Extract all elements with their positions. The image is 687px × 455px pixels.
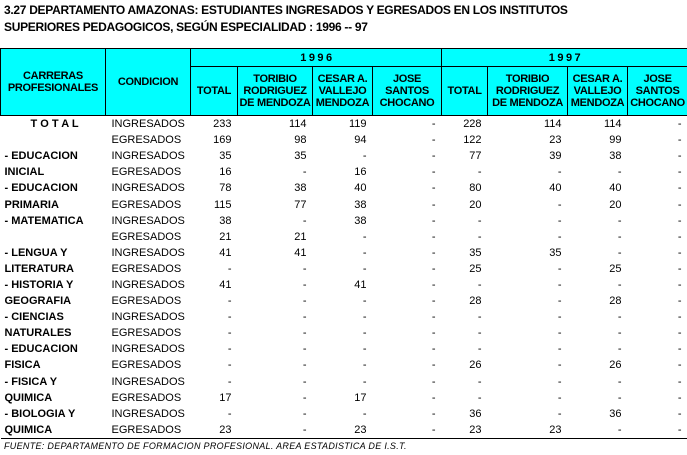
value-cell: 17 xyxy=(219,391,232,404)
header-cesar: CESAR A. VALLEJO MENDOZA xyxy=(313,67,373,116)
value-cell: - xyxy=(431,118,436,131)
table-row xyxy=(1,357,687,373)
value-cell: 94 xyxy=(354,134,367,147)
value-cell: - xyxy=(477,311,482,324)
value-cell: 40 xyxy=(609,182,622,195)
header-jose: JOSE SANTOS CHOCANO xyxy=(628,67,687,116)
value-cell: - xyxy=(477,391,482,404)
condicion-cell: INGRESADOS xyxy=(111,214,185,227)
value-cell: 21 xyxy=(219,230,232,243)
table-row xyxy=(1,180,687,196)
value-cell: - xyxy=(557,311,562,324)
table-row xyxy=(1,261,687,277)
value-cell: - xyxy=(677,278,682,291)
table-row xyxy=(1,390,687,406)
value-cell: 80 xyxy=(469,182,482,195)
value-cell: - xyxy=(431,230,436,243)
header-toribio: TORIBIO RODRIGUEZ DE MENDOZA xyxy=(488,67,568,116)
value-cell: - xyxy=(431,262,436,275)
title-line-2: SUPERIORES PEDAGOGICOS, SEGÚN ESPECIALIDAD : 1996 -- 97 xyxy=(4,20,368,34)
header-carreras: CARRERAS PROFESIONALES xyxy=(1,49,106,116)
value-cell: - xyxy=(557,375,562,388)
table-row xyxy=(1,229,687,245)
value-cell: 35 xyxy=(219,150,232,163)
value-cell: - xyxy=(557,198,562,211)
data-table xyxy=(0,48,687,439)
value-cell: - xyxy=(302,359,307,372)
carrera-cell xyxy=(1,132,106,148)
value-cell: - xyxy=(677,134,682,147)
value-cell: - xyxy=(302,343,307,356)
value-cell: - xyxy=(557,391,562,404)
table-row xyxy=(1,245,687,261)
value-cell: - xyxy=(362,343,367,356)
table-row xyxy=(1,148,687,164)
value-cell: - xyxy=(617,375,622,388)
table-row xyxy=(1,406,687,422)
value-cell: - xyxy=(477,214,482,227)
carrera-cell: - EDUCACION xyxy=(4,343,78,356)
carrera-cell: LITERATURA xyxy=(4,262,74,275)
carrera-cell: - HISTORIA Y xyxy=(4,278,74,291)
value-cell: 36 xyxy=(469,407,482,420)
value-cell: - xyxy=(617,327,622,340)
value-cell: 99 xyxy=(609,134,622,147)
value-cell: 21 xyxy=(294,230,307,243)
value-cell: - xyxy=(557,407,562,420)
value-cell: - xyxy=(477,343,482,356)
value-cell: - xyxy=(677,375,682,388)
value-cell: 114 xyxy=(544,118,562,131)
value-cell: - xyxy=(431,327,436,340)
value-cell: - xyxy=(677,262,682,275)
value-cell: - xyxy=(362,246,367,259)
value-cell: - xyxy=(362,327,367,340)
value-cell: - xyxy=(302,311,307,324)
table-row xyxy=(1,132,687,148)
value-cell: - xyxy=(557,262,562,275)
source-note: FUENTE: DEPARTAMENTO DE FORMACION PROFESIONAL. AREA ESTADISTICA DE I.S.T. xyxy=(4,441,407,451)
carrera-cell: PRIMARIA xyxy=(4,198,59,211)
condicion-cell: EGRESADOS xyxy=(111,391,182,404)
condicion-cell: EGRESADOS xyxy=(111,166,182,179)
condicion-cell: EGRESADOS xyxy=(111,134,182,147)
value-cell: 38 xyxy=(354,198,367,211)
value-cell: 98 xyxy=(294,134,307,147)
value-cell: 23 xyxy=(313,422,373,439)
value-cell: - xyxy=(431,391,436,404)
value-cell: - xyxy=(617,166,622,179)
value-cell: 35 xyxy=(549,246,562,259)
value-cell: - xyxy=(362,359,367,372)
carrera-cell: - LENGUA Y xyxy=(4,246,68,259)
value-cell: - xyxy=(677,166,682,179)
value-cell: - xyxy=(227,375,232,388)
carrera-cell: - EDUCACION xyxy=(4,150,78,163)
value-cell: - xyxy=(302,278,307,291)
value-cell: - xyxy=(677,343,682,356)
table-row xyxy=(1,213,687,229)
condicion-cell: INGRESADOS xyxy=(111,246,185,259)
value-cell: - xyxy=(477,375,482,388)
value-cell: - xyxy=(677,295,682,308)
value-cell: - xyxy=(557,327,562,340)
value-cell: - xyxy=(557,278,562,291)
value-cell: - xyxy=(362,295,367,308)
value-cell: - xyxy=(362,262,367,275)
value-cell: - xyxy=(477,278,482,291)
carrera-cell: NATURALES xyxy=(4,327,72,340)
value-cell: - xyxy=(362,150,367,163)
value-cell: 41 xyxy=(294,246,307,259)
carrera-cell: - BIOLOGIA Y xyxy=(4,407,76,420)
value-cell: - xyxy=(431,278,436,291)
value-cell: 23 xyxy=(549,134,562,147)
value-cell: - xyxy=(677,182,682,195)
condicion-cell: INGRESADOS xyxy=(111,118,185,131)
table-row xyxy=(1,422,687,439)
value-cell: - xyxy=(373,422,442,439)
value-cell: 28 xyxy=(609,295,622,308)
header-year-1996: 1 9 9 6 xyxy=(191,49,442,67)
condicion-cell: EGRESADOS xyxy=(111,327,182,340)
value-cell: - xyxy=(302,262,307,275)
value-cell: - xyxy=(677,311,682,324)
value-cell: - xyxy=(362,311,367,324)
value-cell: - xyxy=(617,391,622,404)
title-line-1: 3.27 DEPARTAMENTO AMAZONAS: ESTUDIANTES INGRESADOS Y EGRESADOS EN LOS INSTITUTOS xyxy=(4,3,568,17)
value-cell: 233 xyxy=(213,118,232,131)
condicion-cell: INGRESADOS xyxy=(111,407,185,420)
value-cell: 25 xyxy=(469,262,482,275)
value-cell: - xyxy=(302,375,307,388)
value-cell: - xyxy=(617,246,622,259)
value-cell: - xyxy=(477,230,482,243)
value-cell: - xyxy=(677,118,682,131)
value-cell: - xyxy=(677,230,682,243)
value-cell: 41 xyxy=(219,278,232,291)
value-cell: - xyxy=(431,343,436,356)
table-row xyxy=(1,341,687,357)
condicion-cell: EGRESADOS xyxy=(111,198,182,211)
value-cell: 38 xyxy=(354,214,367,227)
carrera-cell: FISICA xyxy=(4,359,41,372)
value-cell: - xyxy=(677,150,682,163)
table-row xyxy=(1,293,687,309)
value-cell: - xyxy=(568,422,628,439)
value-cell: - xyxy=(362,230,367,243)
value-cell: 115 xyxy=(213,198,232,211)
condicion-cell: INGRESADOS xyxy=(111,343,185,356)
value-cell: 40 xyxy=(549,182,562,195)
condicion-cell: INGRESADOS xyxy=(111,311,185,324)
value-cell: 20 xyxy=(609,198,622,211)
value-cell: - xyxy=(617,230,622,243)
value-cell: - xyxy=(227,311,232,324)
header-cesar: CESAR A. VALLEJO MENDOZA xyxy=(568,67,628,116)
value-cell: 78 xyxy=(219,182,232,195)
value-cell: - xyxy=(677,214,682,227)
value-cell: - xyxy=(362,407,367,420)
value-cell: - xyxy=(557,230,562,243)
value-cell: - xyxy=(617,278,622,291)
value-cell: - xyxy=(227,327,232,340)
condicion-cell: EGRESADOS xyxy=(111,230,182,243)
value-cell: - xyxy=(677,359,682,372)
value-cell: - xyxy=(677,246,682,259)
value-cell: 41 xyxy=(354,278,367,291)
value-cell: - xyxy=(302,391,307,404)
value-cell: - xyxy=(617,343,622,356)
value-cell: 119 xyxy=(348,118,367,131)
table-row xyxy=(1,277,687,293)
value-cell: 39 xyxy=(549,150,562,163)
value-cell: 77 xyxy=(469,150,482,163)
value-cell: - xyxy=(431,214,436,227)
value-cell: - xyxy=(431,134,436,147)
value-cell: 41 xyxy=(219,246,232,259)
value-cell: - xyxy=(227,359,232,372)
value-cell: 35 xyxy=(294,150,307,163)
value-cell: 23 xyxy=(442,422,488,439)
value-cell: - xyxy=(431,295,436,308)
value-cell: - xyxy=(227,262,232,275)
value-cell: - xyxy=(302,166,307,179)
carrera-cell: - EDUCACION xyxy=(4,182,78,195)
value-cell: - xyxy=(557,343,562,356)
value-cell: 26 xyxy=(609,359,622,372)
value-cell: - xyxy=(677,327,682,340)
condicion-cell: INGRESADOS xyxy=(111,278,185,291)
value-cell: 228 xyxy=(463,118,482,131)
condicion-cell: EGRESADOS xyxy=(111,295,182,308)
value-cell: 114 xyxy=(288,118,307,131)
carrera-cell: - FISICA Y xyxy=(4,375,58,388)
value-cell: - xyxy=(302,295,307,308)
carrera-cell: QUIMICA xyxy=(4,391,53,404)
value-cell: - xyxy=(557,166,562,179)
value-cell: - xyxy=(227,343,232,356)
value-cell: - xyxy=(628,422,687,439)
header-jose: JOSE SANTOS CHOCANO xyxy=(373,67,442,116)
value-cell: - xyxy=(431,246,436,259)
value-cell: 36 xyxy=(609,407,622,420)
value-cell: - xyxy=(431,407,436,420)
value-cell: - xyxy=(227,407,232,420)
table-row xyxy=(1,325,687,341)
value-cell: - xyxy=(431,359,436,372)
value-cell: - xyxy=(477,327,482,340)
value-cell: 40 xyxy=(354,182,367,195)
value-cell: - xyxy=(677,407,682,420)
value-cell: - xyxy=(477,166,482,179)
value-cell: - xyxy=(617,214,622,227)
condicion-cell: INGRESADOS xyxy=(111,182,185,195)
value-cell: - xyxy=(431,182,436,195)
value-cell: - xyxy=(557,214,562,227)
carrera-cell: T O T A L xyxy=(30,118,79,131)
table-row xyxy=(1,309,687,325)
condicion-cell: EGRESADOS xyxy=(111,262,182,275)
value-cell: 23 xyxy=(191,422,238,439)
value-cell: 169 xyxy=(213,134,232,147)
carrera-cell: - MATEMATICA xyxy=(4,214,84,227)
value-cell: 38 xyxy=(219,214,232,227)
value-cell: 122 xyxy=(463,134,482,147)
value-cell: 26 xyxy=(469,359,482,372)
carrera-cell: GEOGRAFIA xyxy=(4,295,72,308)
value-cell: - xyxy=(431,198,436,211)
table-row xyxy=(1,164,687,180)
table-row xyxy=(1,196,687,212)
value-cell: 38 xyxy=(609,150,622,163)
value-cell: - xyxy=(431,150,436,163)
condicion-cell: INGRESADOS xyxy=(111,150,185,163)
table-row xyxy=(1,116,687,133)
value-cell: - xyxy=(431,375,436,388)
value-cell: - xyxy=(557,295,562,308)
value-cell: - xyxy=(617,311,622,324)
value-cell: 77 xyxy=(294,198,307,211)
table-row xyxy=(1,374,687,390)
value-cell: - xyxy=(431,166,436,179)
condicion-cell: EGRESADOS xyxy=(106,422,191,439)
value-cell: - xyxy=(238,422,313,439)
value-cell: - xyxy=(557,359,562,372)
value-cell: 16 xyxy=(354,166,367,179)
header-total: TOTAL xyxy=(191,67,238,116)
value-cell: - xyxy=(431,311,436,324)
condicion-cell: INGRESADOS xyxy=(111,375,185,388)
header-toribio: TORIBIO RODRIGUEZ DE MENDOZA xyxy=(238,67,313,116)
condicion-cell: EGRESADOS xyxy=(111,359,182,372)
carrera-cell: - CIENCIAS xyxy=(4,311,64,324)
value-cell: - xyxy=(362,375,367,388)
carrera-cell: INICIAL xyxy=(4,166,45,179)
header-condicion: CONDICION xyxy=(106,49,191,116)
value-cell: - xyxy=(302,327,307,340)
header-year-1997: 1 9 9 7 xyxy=(442,49,687,67)
value-cell: 20 xyxy=(469,198,482,211)
value-cell: - xyxy=(677,391,682,404)
value-cell: - xyxy=(677,198,682,211)
value-cell: 38 xyxy=(294,182,307,195)
value-cell: - xyxy=(302,214,307,227)
value-cell: 17 xyxy=(354,391,367,404)
value-cell: - xyxy=(302,407,307,420)
carrera-cell: QUIMICA xyxy=(1,422,106,439)
header-total: TOTAL xyxy=(442,67,488,116)
value-cell: 23 xyxy=(488,422,568,439)
value-cell: 35 xyxy=(469,246,482,259)
value-cell: 16 xyxy=(219,166,232,179)
value-cell: 25 xyxy=(609,262,622,275)
value-cell: 114 xyxy=(604,118,622,131)
value-cell: - xyxy=(227,295,232,308)
carrera-cell xyxy=(1,229,106,245)
value-cell: 28 xyxy=(469,295,482,308)
